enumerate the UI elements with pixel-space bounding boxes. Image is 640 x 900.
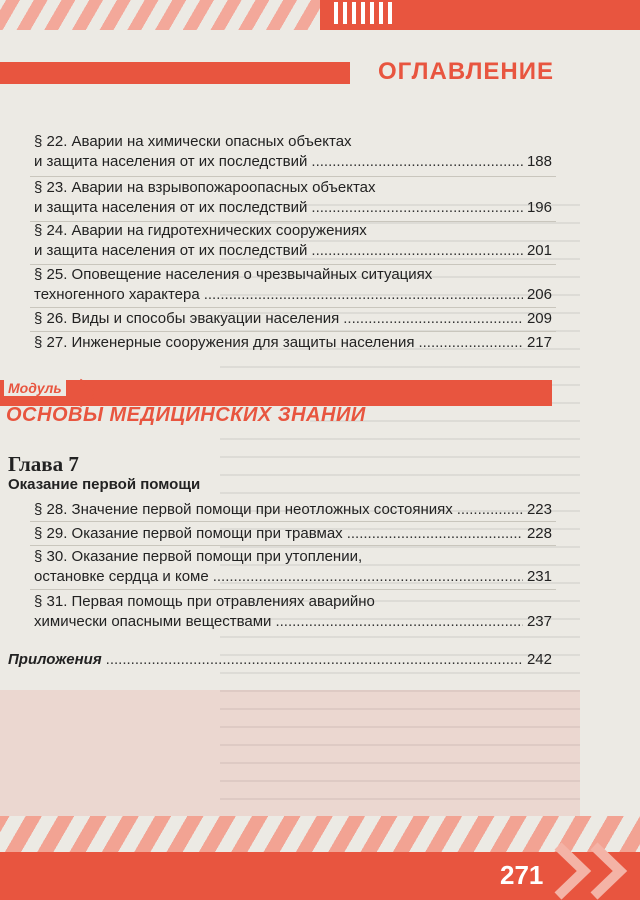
leader-dots — [418, 333, 523, 353]
divider — [30, 589, 556, 590]
toc-entry-title: § 22. Аварии на химически опасных объектах — [34, 133, 352, 150]
toc-entry-title-cont: и защита населения от их последствий — [34, 199, 308, 216]
leader-dots — [311, 198, 523, 218]
toc-entry-title-cont: техногенного характера — [34, 286, 200, 303]
module-label: Модуль — [4, 380, 66, 396]
appendix-page: 242 — [526, 651, 552, 668]
leader-dots — [106, 650, 523, 670]
toc-entry-page: 228 — [526, 525, 552, 542]
leader-dots — [275, 612, 523, 632]
divider — [30, 521, 556, 522]
divider — [30, 545, 556, 546]
toc-entry-page: 231 — [526, 568, 552, 585]
toc-entry-title-cont: химически опасными веществами — [34, 613, 272, 630]
toc-entry-page: 217 — [526, 334, 552, 351]
divider — [30, 331, 556, 332]
leader-dots — [311, 152, 523, 172]
bottom-accent-band — [0, 852, 640, 900]
toc-entry-title: § 30. Оказание первой помощи при утоплении, — [34, 548, 363, 565]
toc-entry-title: § 27. Инженерные сооружения для защиты населения — [34, 334, 415, 351]
toc-entry-appendix[interactable] — [8, 650, 552, 670]
page-title: ОГЛАВЛЕНИЕ — [378, 58, 555, 85]
leader-dots — [347, 524, 523, 544]
leader-dots — [457, 500, 523, 520]
toc-entry-title: § 24. Аварии на гидротехнических сооружениях — [34, 222, 367, 239]
toc-entry-page: 201 — [526, 242, 552, 259]
toc-entry-title-cont: и защита населения от их последствий — [34, 242, 308, 259]
toc-entry-page: 209 — [526, 310, 552, 327]
page-number: 271 — [500, 860, 544, 890]
toc-entry-page: 188 — [526, 153, 552, 170]
toc-entry-title: § 26. Виды и способы эвакуации населения — [34, 310, 340, 327]
chapter-subtitle: Оказание первой помощи — [8, 476, 201, 493]
show-through-tint — [0, 690, 580, 820]
module-name: ОСНОВЫ МЕДИЦИНСКИХ ЗНАНИЙ — [6, 404, 366, 426]
title-band — [0, 62, 350, 84]
toc-entry-title-cont: остановке сердца и коме — [34, 568, 209, 585]
toc-entry-title: § 28. Значение первой помощи при неотложных состояниях — [34, 501, 453, 518]
chapter-title: Глава 7 — [8, 452, 79, 476]
divider — [30, 307, 556, 308]
toc-entry-page: 223 — [526, 501, 552, 518]
top-barcode-stripes — [334, 2, 392, 24]
toc-entry-page: 196 — [526, 199, 552, 216]
toc-entry-page: 206 — [526, 286, 552, 303]
leader-dots — [311, 241, 523, 261]
toc-entry-title: § 23. Аварии на взрывопожароопасных объектах — [34, 179, 376, 196]
toc-entry-title: § 25. Оповещение населения о чрезвычайных ситуациях — [34, 266, 433, 283]
double-chevron-icon — [552, 842, 640, 900]
divider — [30, 176, 556, 177]
toc-entry-page: 237 — [526, 613, 552, 630]
toc-entry-title: § 31. Первая помощь при отравлениях аварийно — [34, 593, 375, 610]
leader-dots — [343, 309, 523, 329]
toc-entry-title-cont: и защита населения от их последствий — [34, 153, 308, 170]
leader-dots — [204, 285, 523, 305]
toc-entry-title: § 29. Оказание первой помощи при травмах — [34, 525, 343, 542]
appendix-label: Приложения — [8, 651, 102, 668]
leader-dots — [213, 567, 523, 587]
